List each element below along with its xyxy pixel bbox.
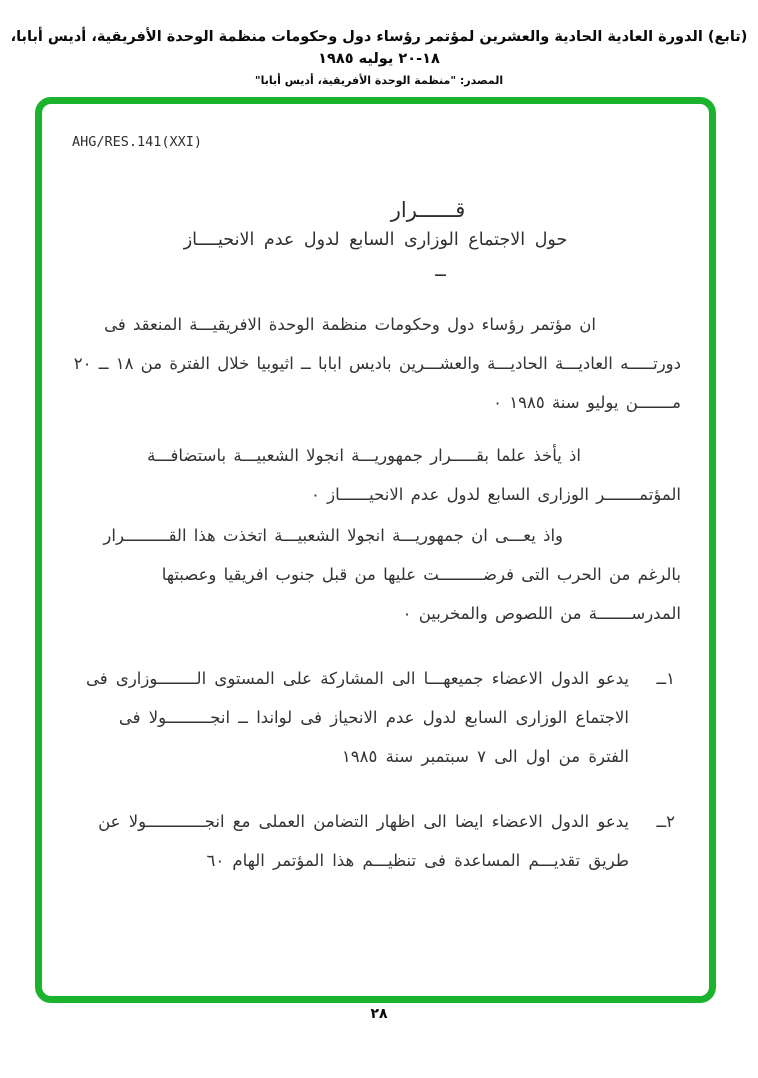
- preamble-paragraph: واذ يعـــى ان جمهوريـــة انجولا الشعبيـــة اتخذت هذا القـــــــــرار بالرغم من الحرب التى فرضـــــــــت عليها من قبل جنوب افريقيا وعصبتها المدرســـــــة من اللصوص والمخربين ‏٠: [103, 526, 681, 623]
- document-frame: [35, 97, 716, 1003]
- document-frame-inner: [42, 134, 709, 1026]
- list-item: [70, 802, 681, 880]
- resolution-subtitle: حول الاجتماع الوزارى السابع لدول عدم الانحيــــاز: [183, 230, 568, 250]
- source-line: المصدر: "منظمة الوحدة الأفريقية، أديس أبابا": [254, 74, 504, 87]
- session-header-line: (تابع) الدورة العادية الحادية والعشرين لمؤتمر رؤساء دول وحكومات منظمة الوحدة الأفريقية، أديس أبابا، ١٨‏-‏٢٠ يوليه ١٩٨٥: [10, 29, 748, 67]
- page-number: ٢٨: [370, 1006, 388, 1022]
- resolution-title: قــــــرار: [390, 198, 466, 222]
- item-text: يدعو الدول الاعضاء جميعهـــا الى المشاركة على المستوى الــــــــوزارى فى الاجتماع الوزارى السابع لدول عدم الانحياز فى لواندا ــ انجـــــــــولا فى الفترة من اول الى ٧ سبتمبر سنة ١٩٨٥: [86, 669, 629, 766]
- preamble-paragraph: اذ يأخذ علما بقـــــرار جمهوريـــة انجولا الشعبيـــة باستضافـــة المؤتمـــــــر الوزارى السابع لدول عدم الانحيــــــاز ‏٠: [147, 446, 681, 504]
- item-number: ٢ــ: [656, 812, 675, 831]
- list-item: [70, 659, 681, 776]
- resolution-reference: AHG/RES.141(XXI): [72, 134, 203, 150]
- title-divider-dash: ــ: [435, 260, 446, 281]
- item-number: ١ــ: [656, 669, 675, 688]
- preamble-paragraph: ان مؤتمر رؤساء دول وحكومات منظمة الوحدة الافريقيـــة المنعقد فى دورتـــــه العاديـــة الحاديـــة والعشـــرين باديس ابابا ــ اثيوبيا خلال الفترة من ١٨ ــ ٢٠ مـــــــن يوليو سنة ١٩٨٥ ‏٠: [73, 315, 681, 412]
- item-text: يدعو الدول الاعضاء ايضا الى اظهار التضامن العملى مع انجــــــــــــولا عن طريق تقديـــم المساعدة فى تنظيـــم هذا المؤتمر الهام ٦٠: [98, 812, 629, 870]
- page-header: [0, 26, 758, 87]
- resolution-body: [70, 305, 681, 880]
- operative-items: [70, 659, 681, 880]
